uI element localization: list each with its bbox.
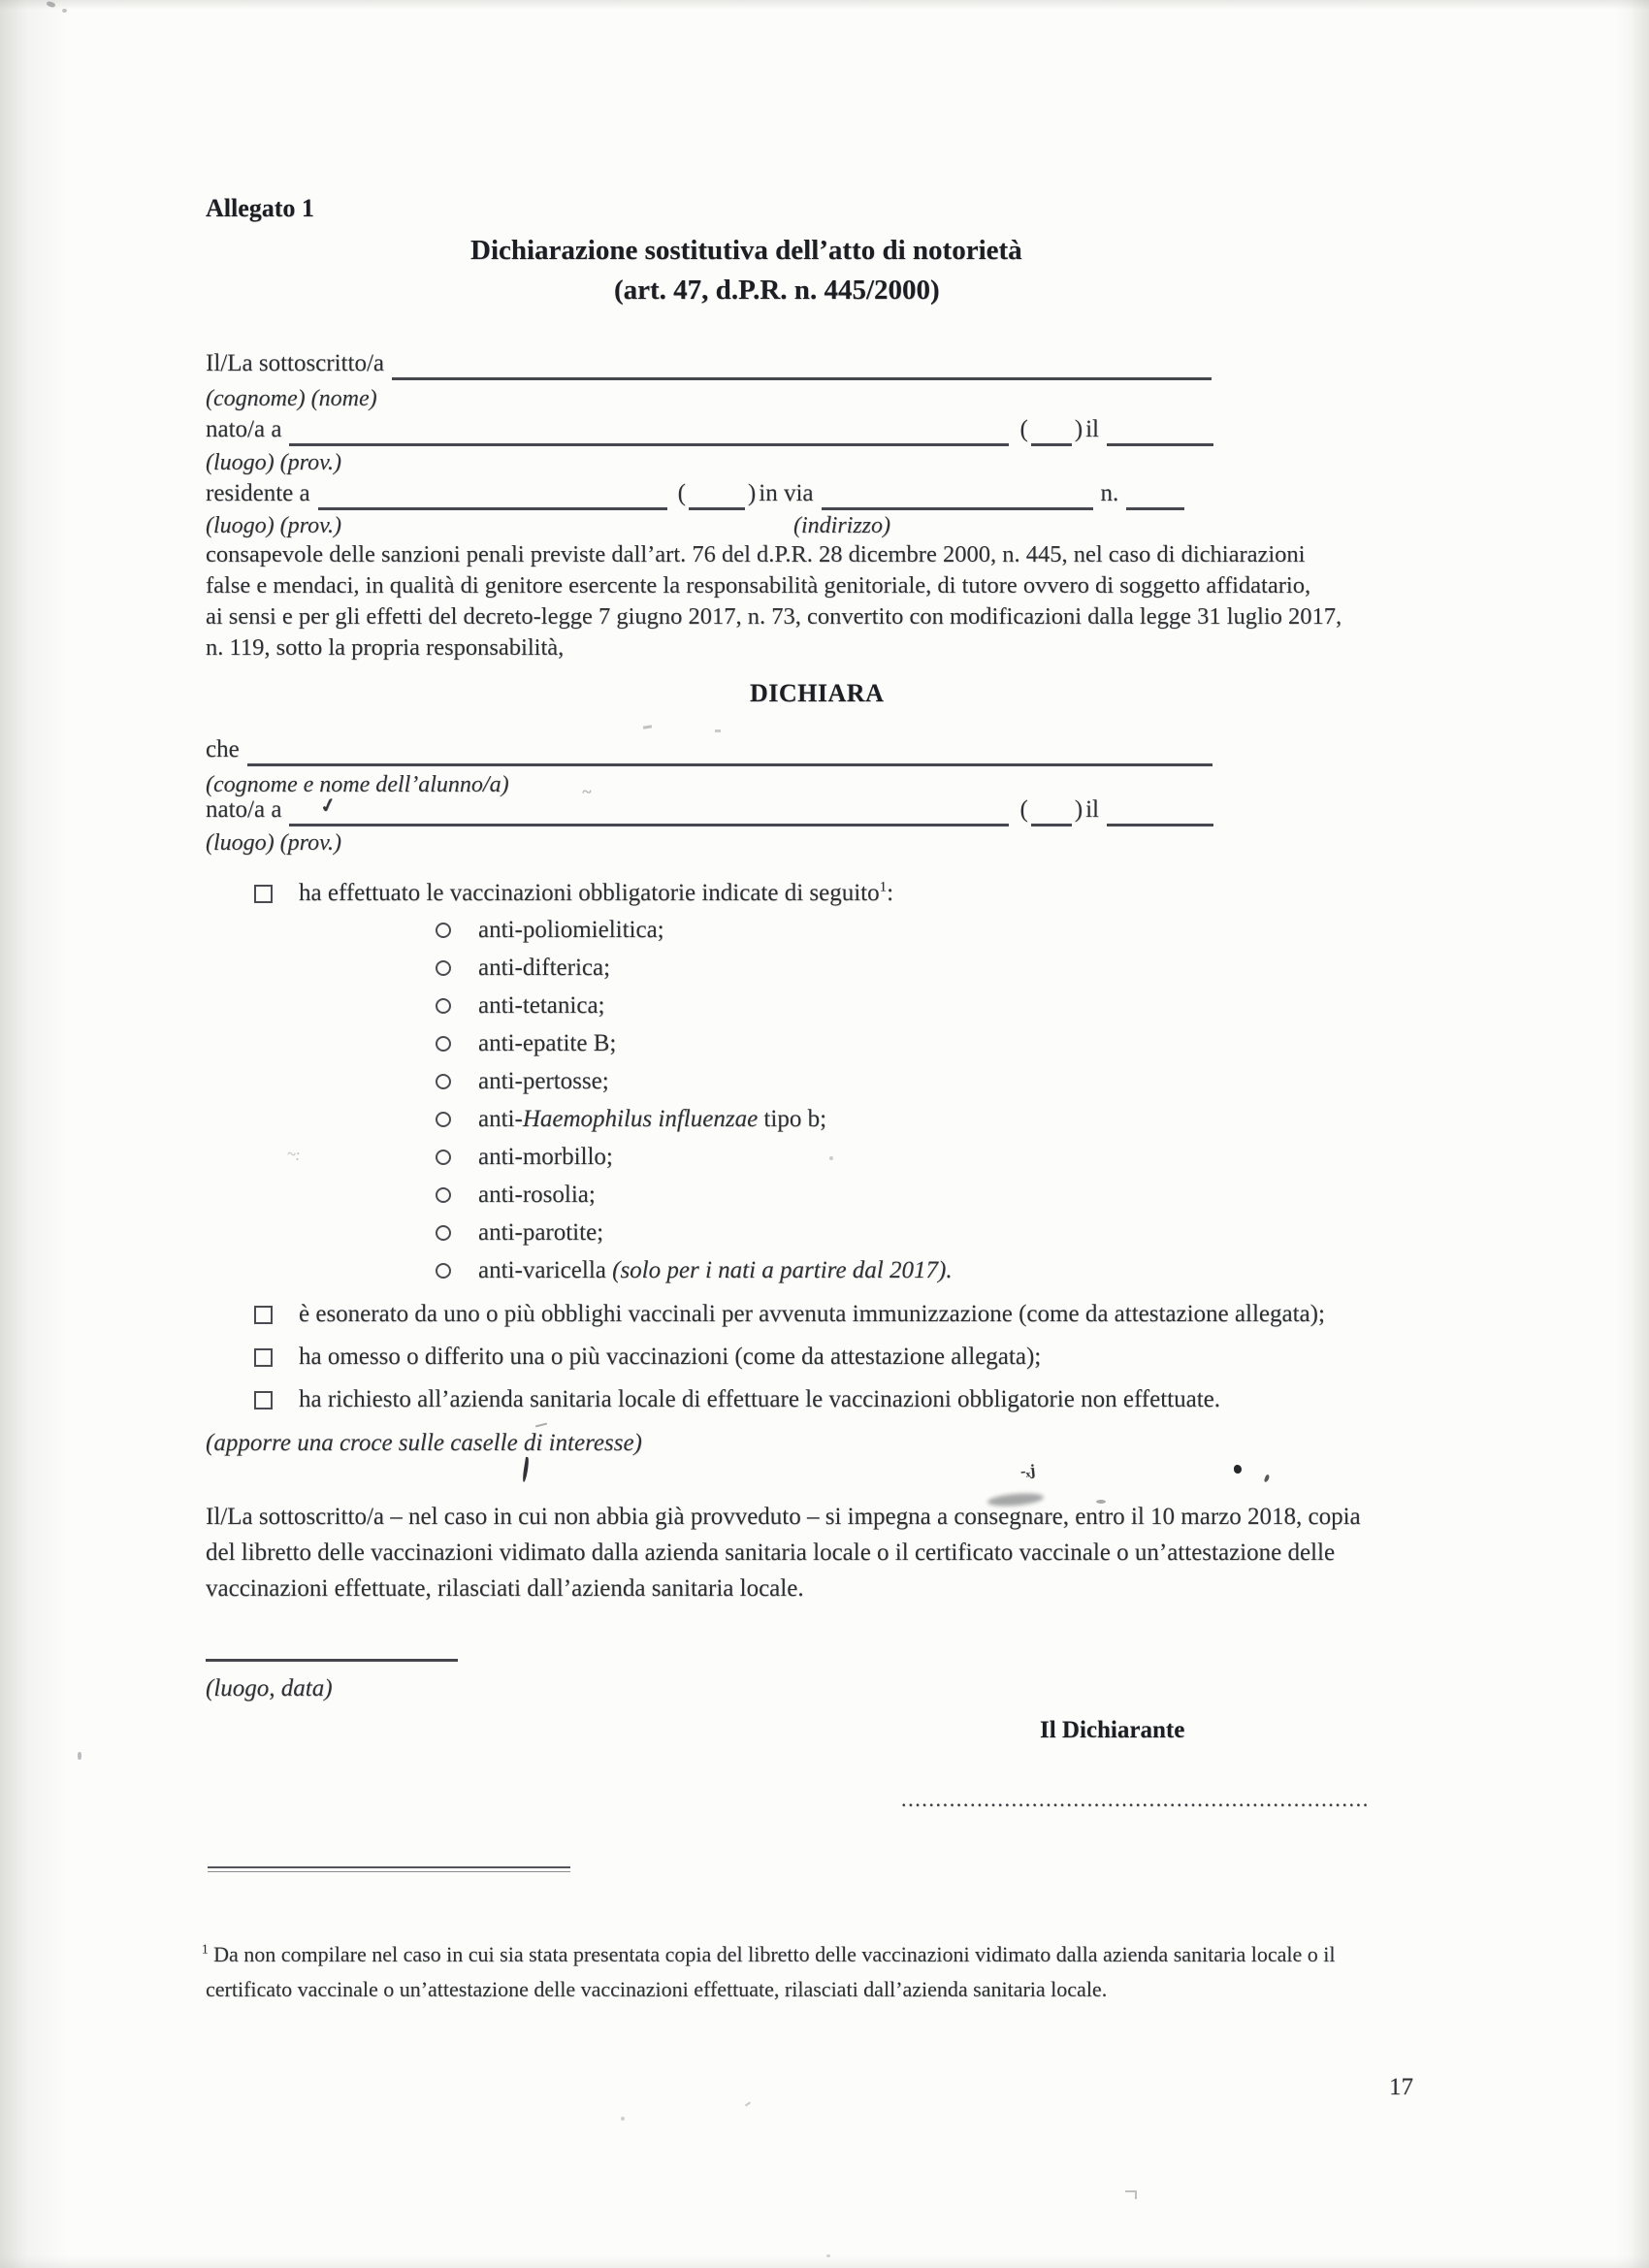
residence-province-close-paren: )	[747, 480, 757, 506]
vaccine-text-post: tipo b;	[758, 1106, 827, 1132]
commitment-paragraph	[206, 1499, 1361, 1606]
option-requested	[254, 1385, 1220, 1414]
option-vaccinated-suffix: :	[887, 880, 894, 906]
address-hint: (indirizzo)	[793, 513, 891, 538]
vaccine-text-italic: (solo per i nati a partire dal 2017).	[612, 1257, 953, 1283]
vaccine-label	[478, 1219, 603, 1247]
street-number-label: n.	[1100, 480, 1119, 506]
street-line	[822, 482, 1093, 510]
vaccine-label	[478, 1106, 826, 1133]
vaccine-label	[478, 1030, 616, 1057]
student-province-open-paren: (	[1019, 796, 1028, 823]
place-date-line	[206, 1637, 458, 1662]
scan-edge-top	[0, 0, 1649, 10]
student-name-line	[247, 738, 1212, 766]
student-birthplace-hint: (luogo) (prov.)	[206, 830, 341, 856]
scan-speck	[46, 1, 55, 9]
residence-label: residente a	[206, 480, 310, 506]
birthplace-line	[289, 418, 1009, 446]
birthplace-label: nato/a a	[206, 416, 282, 442]
circle-bullet-icon	[436, 1150, 451, 1165]
option-exempt	[254, 1300, 1325, 1329]
scan-speck	[62, 9, 67, 13]
scan-speck	[643, 725, 652, 729]
province-close-paren: )	[1074, 416, 1083, 442]
place-date-hint: (luogo, data)	[206, 1675, 333, 1701]
vaccine-label	[478, 992, 604, 1020]
pen-mark: ✓	[318, 794, 339, 819]
circle-bullet-icon	[436, 1112, 451, 1127]
scan-speck	[621, 2117, 625, 2121]
vaccine-item-morbillo	[436, 1145, 953, 1170]
student-name-hint: (cognome e nome dell’alunno/a)	[206, 772, 509, 797]
province-open-paren: (	[1019, 416, 1028, 442]
student-birthplace-label: nato/a a	[206, 796, 282, 823]
street-label: in via	[759, 480, 814, 506]
scan-speck	[715, 729, 721, 732]
birthdate-line	[1107, 418, 1213, 446]
ink-blot	[1234, 1465, 1242, 1474]
circle-bullet-icon	[436, 923, 451, 938]
footnote-line-2: certificato vaccinale o un’attestazione delle vaccinazioni effettuate, rilasciati dall’azienda sanitaria locale.	[206, 1977, 1108, 2001]
scan-edge-left	[0, 0, 68, 2268]
option-exempt-label: è esonerato da uno o più obblighi vaccinali per avvenuta immunizzazione (come da attestazione allegata);	[299, 1301, 1325, 1327]
checkbox-icon	[254, 1306, 273, 1324]
declarant-heading: Il Dichiarante	[1040, 1717, 1185, 1743]
student-birth-row	[206, 795, 1213, 826]
pen-squiggle: -ₓϳ	[1019, 1462, 1037, 1480]
scan-speck	[745, 2101, 751, 2106]
vaccine-text: anti-varicella	[478, 1257, 613, 1283]
vaccine-text: anti-morbillo;	[478, 1144, 613, 1170]
scan-edge-bottom	[0, 2256, 1649, 2268]
subscriber-label: Il/La sottoscritto/a	[206, 350, 384, 376]
student-name-row	[206, 735, 1212, 766]
student-birthdate-line	[1107, 798, 1213, 826]
circle-bullet-icon	[436, 1263, 451, 1279]
scan-edge-right	[1616, 0, 1649, 2268]
che-label: che	[206, 736, 240, 762]
footnote-reference: 1	[879, 879, 888, 895]
street-number-line	[1126, 482, 1184, 510]
residence-hint: (luogo) (prov.)	[206, 513, 341, 538]
student-province-close-paren: )	[1074, 796, 1083, 823]
birthdate-label: il	[1085, 416, 1099, 442]
option-omitted	[254, 1343, 1041, 1372]
circle-bullet-icon	[436, 1074, 451, 1089]
vaccine-label	[478, 955, 610, 982]
option-vaccinated-text: ha effettuato le vaccinazioni obbligatorie indicate di seguito	[299, 880, 880, 906]
vaccine-text-italic: Haemophilus influenzae	[522, 1106, 759, 1132]
circle-bullet-icon	[436, 1036, 451, 1052]
scan-speck	[535, 1423, 547, 1428]
option-omitted-label: ha omesso o differito una o più vaccinazioni (come da attestazione allegata);	[299, 1344, 1042, 1370]
vaccine-item-parotite	[436, 1220, 953, 1246]
vaccine-label	[478, 1257, 953, 1284]
subscriber-name-hint: (cognome) (nome)	[206, 386, 377, 411]
birthplace-hint: (luogo) (prov.)	[206, 450, 341, 475]
option-vaccinated-label	[299, 879, 893, 908]
commitment-line-2: del libretto delle vaccinazioni vidimato dalla azienda sanitaria locale o il certificato vaccinale o un’attestazione delle	[206, 1539, 1336, 1566]
vaccine-item-pertosse	[436, 1069, 953, 1094]
student-birthdate-label: il	[1085, 796, 1099, 823]
vaccine-label	[478, 1144, 613, 1171]
document-title: Dichiarazione sostitutiva dell’atto di notorietà	[470, 235, 1022, 266]
pen-stroke	[522, 1457, 530, 1482]
page-number: 17	[1389, 2074, 1413, 2100]
circle-bullet-icon	[436, 998, 451, 1014]
vaccine-item-varicella	[436, 1258, 953, 1283]
option-requested-label: ha richiesto all’azienda sanitaria locale di effettuare le vaccinazioni obbligatorie non effettuate.	[299, 1386, 1221, 1412]
scan-speck	[1125, 2190, 1137, 2199]
residence-city-line	[318, 482, 667, 510]
footnote-separator	[208, 1866, 570, 1872]
declare-heading: DICHIARA	[750, 679, 885, 707]
vaccine-text: anti-epatite B;	[478, 1030, 617, 1056]
circle-bullet-icon	[436, 960, 451, 976]
premise-paragraph	[206, 539, 1342, 664]
vaccine-item-rosolia	[436, 1183, 953, 1208]
vaccine-item-epatite-b	[436, 1031, 953, 1056]
vaccine-label	[478, 917, 664, 944]
circle-bullet-icon	[436, 1225, 451, 1241]
vaccine-text: anti-tetanica;	[478, 992, 605, 1019]
vaccine-text: anti-difterica;	[478, 955, 611, 981]
checkbox-icon	[254, 885, 273, 903]
cross-instruction: (apporre una croce sulle caselle di interesse)	[206, 1430, 642, 1456]
residence-province-open-paren: (	[677, 480, 686, 506]
vaccine-list	[436, 918, 953, 1283]
footnote-ref-marker: 1	[202, 1941, 209, 1957]
vaccine-text: anti-pertosse;	[478, 1068, 609, 1094]
vaccine-label	[478, 1182, 596, 1209]
option-vaccinated	[254, 879, 893, 908]
residence-province-line	[689, 482, 745, 510]
scan-speck	[826, 2254, 830, 2257]
vaccine-label	[478, 1068, 609, 1095]
scan-speck: ~	[582, 782, 592, 801]
subscriber-name-line	[392, 352, 1212, 380]
circle-bullet-icon	[436, 1187, 451, 1203]
vaccine-text: anti-	[478, 1106, 523, 1132]
province-line	[1031, 418, 1072, 446]
premise-line-4: n. 119, sotto la propria responsabilità,	[206, 634, 565, 661]
footnote-text-1: Da non compilare nel caso in cui sia stata presentata copia del libretto delle vaccinazioni vidimato dalla azienda sanitaria locale o il	[213, 1942, 1336, 1966]
scan-smudge: ~:	[285, 1146, 302, 1164]
vaccine-item-poliomielitica	[436, 918, 953, 943]
document-subtitle: (art. 47, d.P.R. n. 445/2000)	[614, 275, 940, 306]
residence-row	[206, 479, 1184, 510]
subscriber-row	[206, 349, 1212, 380]
commitment-line-3: vaccinazioni effettuate, rilasciati dall’azienda sanitaria locale.	[206, 1575, 804, 1602]
premise-line-1: consapevole delle sanzioni penali previste dall’art. 76 del d.P.R. 28 dicembre 2000, n. 445, nel caso di dichiarazioni	[206, 541, 1306, 567]
vaccine-item-tetanica	[436, 993, 953, 1019]
vaccine-text: anti-parotite;	[478, 1219, 604, 1246]
vaccine-text: anti-poliomielitica;	[478, 917, 664, 943]
signature-dotted-line: ....................................................................	[901, 1787, 1370, 1811]
vaccine-text: anti-rosolia;	[478, 1182, 596, 1208]
vaccine-item-difterica	[436, 956, 953, 981]
premise-line-2: false e mendaci, in qualità di genitore esercente la responsabilità genitoriale, di tutore ovvero di soggetto affidatario,	[206, 572, 1311, 599]
checkbox-icon	[254, 1348, 273, 1367]
student-birthplace-line	[289, 798, 1009, 826]
student-province-line	[1031, 798, 1072, 826]
scan-speck	[78, 1752, 81, 1760]
premise-line-3: ai sensi e per gli effetti del decreto-legge 7 giugno 2017, n. 73, convertito con modificazioni dalla legge 31 luglio 2017,	[206, 603, 1342, 630]
attachment-label: Allegato 1	[206, 194, 314, 222]
commitment-line-1: Il/La sottoscritto/a – nel caso in cui non abbia già provveduto – si impegna a consegnare, entro il 10 marzo 2018, copia	[206, 1504, 1361, 1530]
checkbox-icon	[254, 1391, 273, 1409]
footnote-line-1	[202, 1940, 1335, 1969]
ink-blot	[1264, 1474, 1270, 1483]
vaccine-item-haemophilus	[436, 1107, 953, 1132]
subscriber-birth-row	[206, 415, 1213, 446]
